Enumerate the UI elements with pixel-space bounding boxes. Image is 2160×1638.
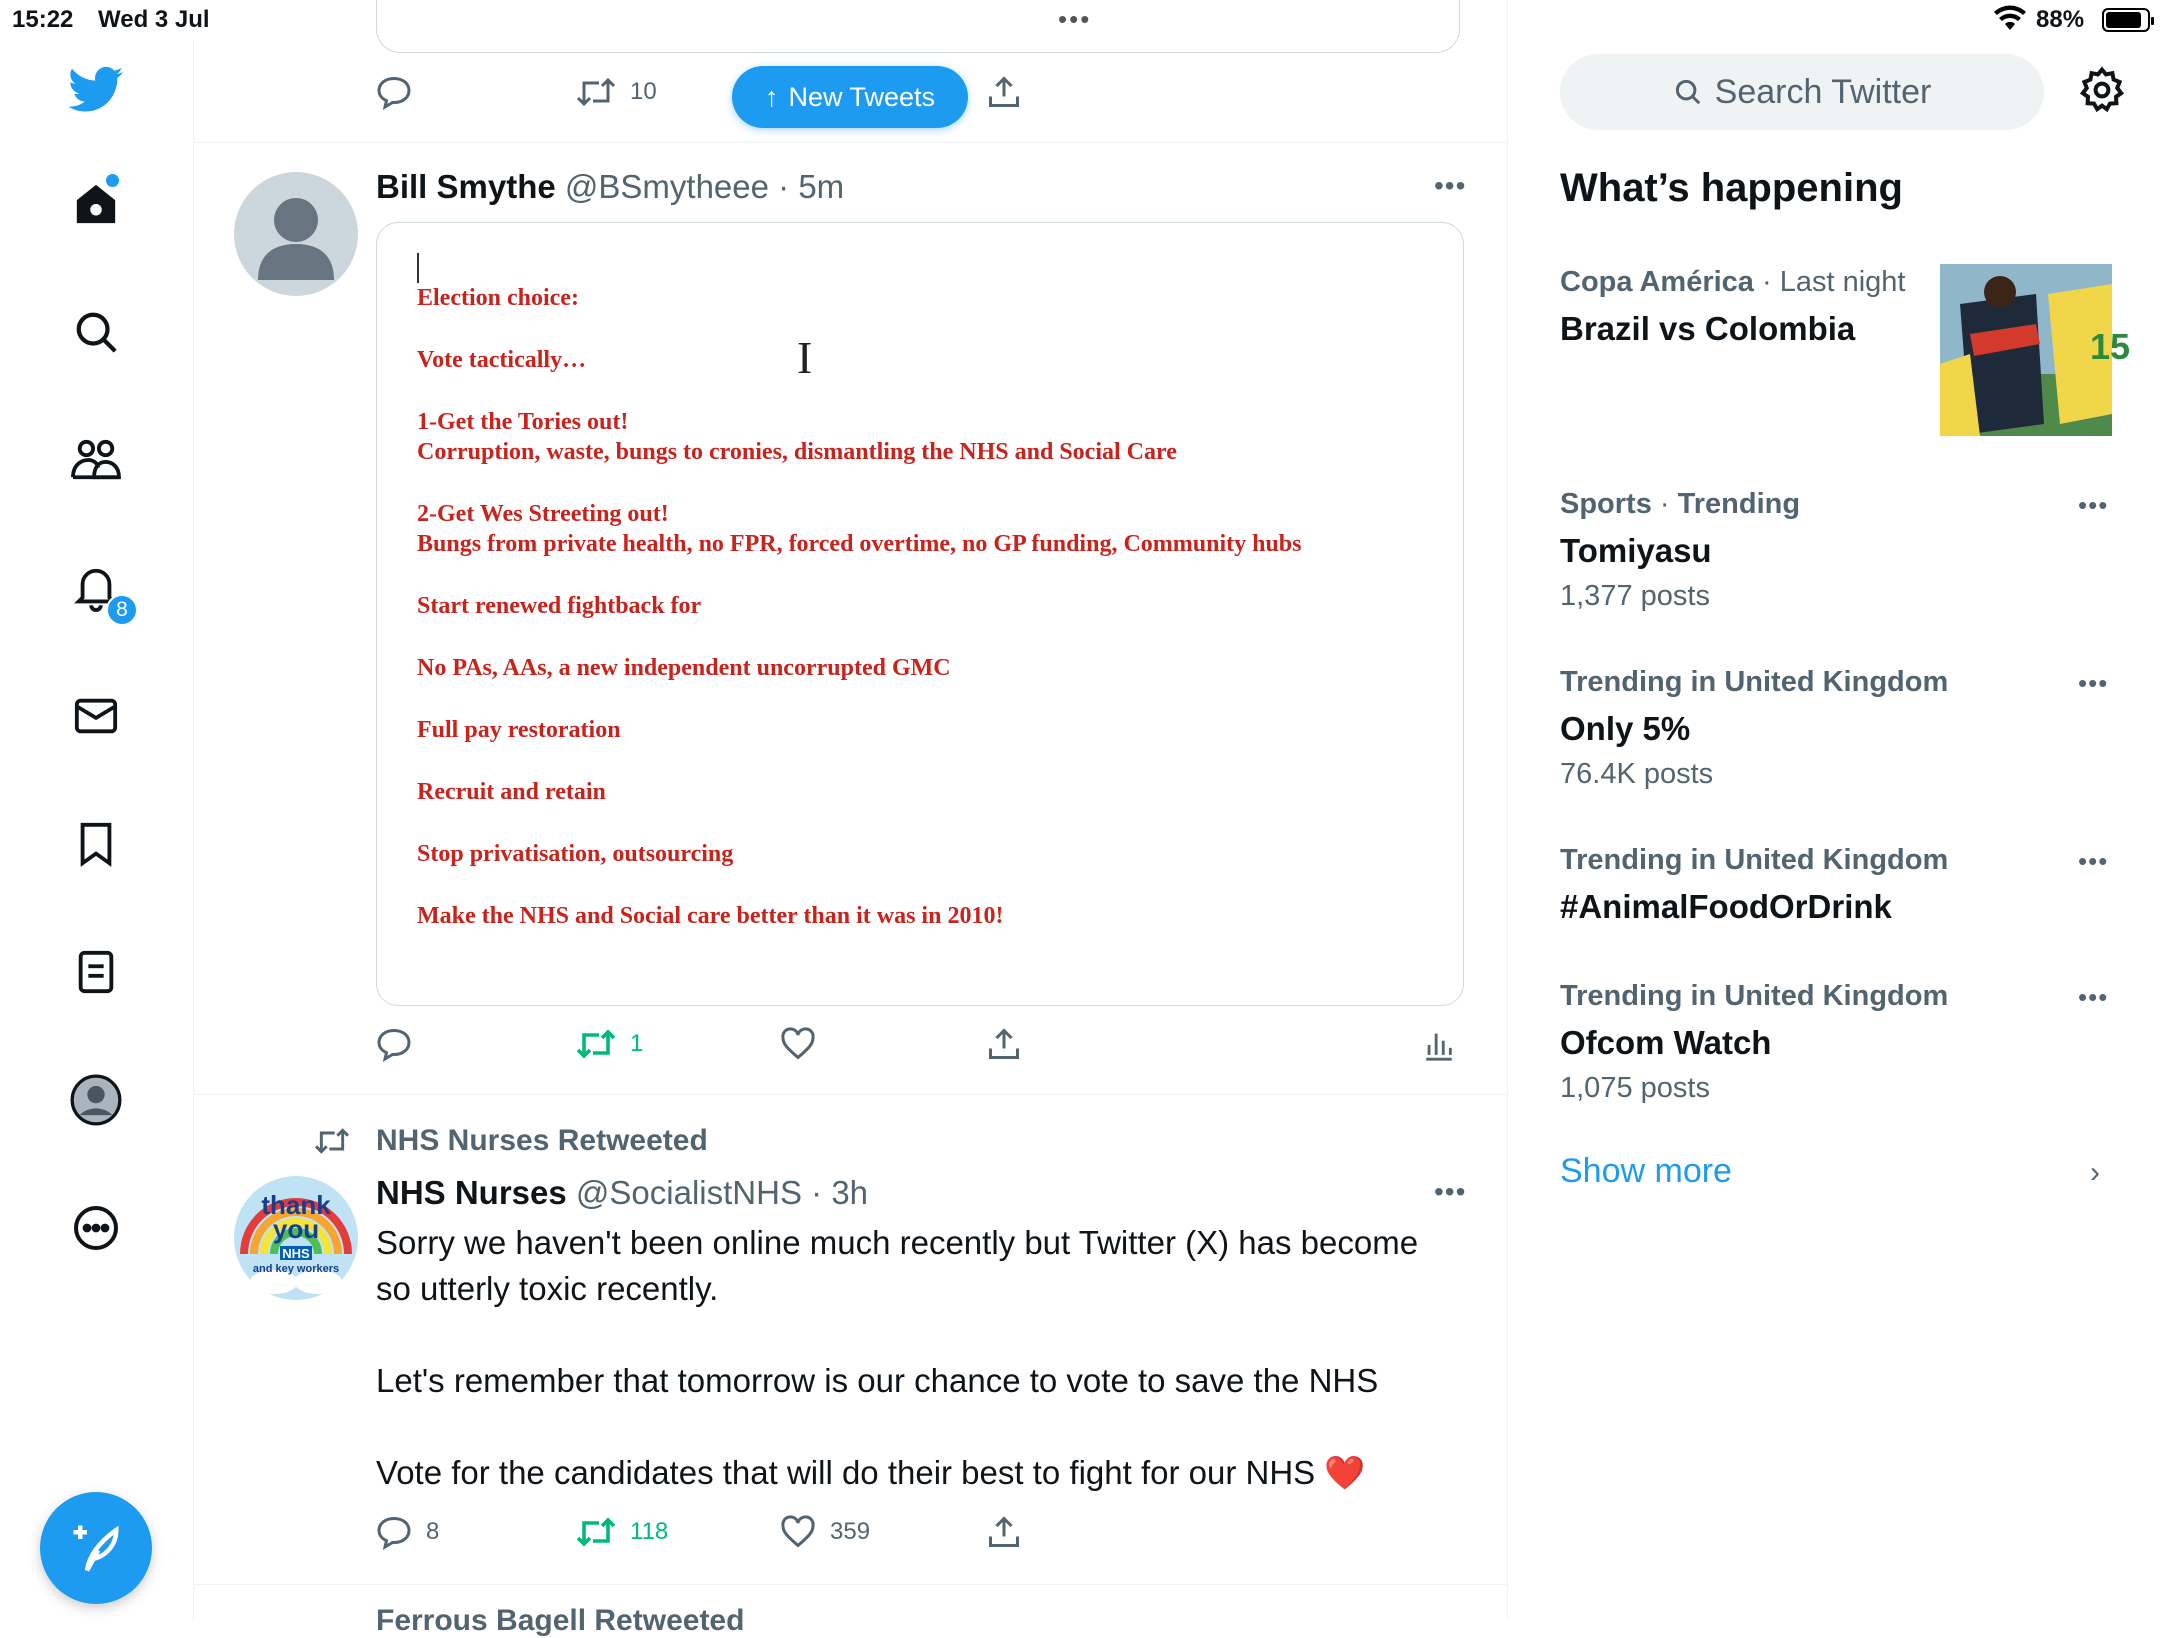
timeline	[194, 0, 1508, 1637]
bookmarks-icon[interactable]	[66, 814, 126, 874]
more-options-icon[interactable]: •••	[1434, 1176, 1467, 1207]
trend-count: 1,377 posts	[1560, 580, 1710, 612]
trend-meta: Copa América · Last night	[1560, 266, 1906, 298]
tweet-time[interactable]: 5m	[798, 168, 845, 205]
whats-happening-title: What’s happening	[1560, 166, 1903, 210]
retweeted-by-text: Ferrous Bagell Retweeted	[376, 1604, 745, 1637]
tweet-header: Bill Smythe @BSmytheee · 5m	[376, 168, 845, 205]
trend-category: Trending in United Kingdom	[1560, 980, 1949, 1012]
analytics-icon[interactable]	[1422, 1028, 1456, 1062]
trend-meta	[1560, 666, 1948, 699]
home-unread-dot	[106, 174, 119, 187]
messages-icon[interactable]	[66, 686, 126, 746]
image-text-line: Recruit and retain	[417, 779, 606, 805]
image-text-line: Full pay restoration	[417, 717, 621, 743]
trend-count: 76.4K posts	[1560, 758, 1714, 790]
share-button[interactable]	[986, 1514, 1022, 1550]
tweet-divider	[194, 1584, 1508, 1585]
compose-tweet-button[interactable]	[40, 1492, 152, 1604]
share-button[interactable]	[986, 1026, 1022, 1062]
arrow-up-icon: ↑	[764, 81, 779, 112]
image-text-line: Bungs from private health, no FPR, forced overtime, no GP funding, Community hubs	[417, 531, 1302, 557]
more-options-icon[interactable]: •••	[2078, 668, 2109, 698]
more-options-icon[interactable]: •••	[2078, 490, 2109, 520]
tweet-text-line: Vote for the candidates that will do their best to fight for our NHS ❤️	[376, 1454, 1366, 1491]
twitter-logo-icon[interactable]	[66, 60, 126, 120]
tweet-text-line: Sorry we haven't been online much recently but Twitter (X) has become	[376, 1224, 1419, 1261]
trend-meta-extra: Last night	[1779, 266, 1906, 298]
right-sidebar	[1508, 0, 2160, 1620]
tweet-text-line: so utterly toxic recently.	[376, 1270, 719, 1307]
image-text-line: Vote tactically…	[417, 347, 587, 373]
chevron-right-icon[interactable]: ›	[2090, 1156, 2100, 1189]
profile-icon[interactable]	[66, 1070, 126, 1130]
tweet-text-line: Let's remember that tomorrow is our chance to vote to save the NHS	[376, 1362, 1379, 1399]
image-text-line: Stop privatisation, outsourcing	[417, 841, 734, 867]
trend-category: Sports	[1560, 488, 1652, 520]
notifications-badge: 8	[106, 594, 138, 626]
trend-name[interactable]: Only 5%	[1560, 710, 1691, 747]
tweet-time[interactable]: 3h	[831, 1174, 869, 1211]
status-time: 15:22	[12, 6, 74, 33]
avatar-text: and key workers	[252, 1263, 340, 1275]
search-icon	[1673, 77, 1703, 107]
retweet-button[interactable]	[576, 1514, 668, 1550]
retweet-count: 1	[630, 1030, 644, 1057]
trend-thumbnail-image[interactable]	[1940, 264, 2131, 436]
svg-text:15: 15	[2090, 326, 2131, 367]
share-button[interactable]	[986, 74, 1022, 110]
tweet-divider	[194, 1094, 1508, 1095]
trend-name[interactable]: #AnimalFoodOrDrink	[1560, 888, 1892, 925]
image-text-line: 1-Get the Tories out!	[417, 409, 629, 435]
communities-icon[interactable]	[66, 430, 126, 490]
tweet-image[interactable]	[376, 222, 1464, 1006]
image-text-line: 2-Get Wes Streeting out!	[417, 501, 669, 527]
trend-meta	[1560, 844, 1948, 877]
author-handle[interactable]: @BSmytheee	[564, 168, 769, 205]
like-button[interactable]	[780, 1514, 870, 1550]
avatar[interactable]	[234, 1176, 358, 1300]
tweet-header: NHS Nurses @SocialistNHS · 3h	[376, 1174, 869, 1211]
show-more-link[interactable]: Show more	[1560, 1152, 1732, 1190]
trend-category: Copa América	[1560, 266, 1754, 298]
new-tweets-label: New Tweets	[788, 81, 936, 112]
retweet-count: 118	[630, 1518, 669, 1545]
previous-tweet-card[interactable]	[376, 0, 1460, 53]
author-name[interactable]: NHS Nurses	[376, 1174, 567, 1211]
search-placeholder: Search Twitter	[1714, 72, 1932, 111]
multitasking-dots-icon[interactable]: •••	[1058, 4, 1092, 34]
trend-meta-extra: Trending	[1677, 488, 1801, 520]
author-name[interactable]: Bill Smythe	[376, 168, 556, 205]
more-icon[interactable]	[66, 1198, 126, 1258]
like-button[interactable]	[780, 1026, 816, 1062]
search-input[interactable]	[1560, 54, 2044, 130]
trend-name[interactable]: Tomiyasu	[1560, 532, 1712, 569]
author-handle[interactable]: @SocialistNHS	[575, 1174, 802, 1211]
tweet-divider	[194, 142, 1508, 143]
more-options-icon[interactable]: •••	[2078, 846, 2109, 876]
avatar[interactable]	[234, 172, 358, 296]
reply-button[interactable]	[376, 1026, 412, 1062]
like-count: 359	[830, 1518, 871, 1545]
trend-name[interactable]: Ofcom Watch	[1560, 1024, 1772, 1061]
text-caret	[417, 253, 419, 283]
trend-meta: Sports · Trending	[1560, 488, 1801, 520]
reply-count: 8	[426, 1518, 440, 1545]
settings-gear-icon[interactable]	[2078, 66, 2126, 119]
avatar-text: thank	[261, 1190, 331, 1220]
retweet-icon	[314, 1125, 350, 1157]
image-text-line: Corruption, waste, bungs to cronies, dismantling the NHS and Social Care	[417, 439, 1177, 465]
image-text-line: Election choice:	[417, 285, 579, 311]
lists-icon[interactable]	[66, 942, 126, 1002]
trend-count: 1,075 posts	[1560, 1072, 1710, 1104]
battery-percent: 88%	[2036, 6, 2085, 33]
trend-meta	[1560, 980, 1948, 1013]
more-options-icon[interactable]: •••	[2078, 982, 2109, 1012]
trend-category: Trending in United Kingdom	[1560, 666, 1949, 698]
left-navigation	[0, 40, 194, 1620]
status-date: Wed 3 Jul	[98, 6, 210, 33]
trend-category: Trending in United Kingdom	[1560, 844, 1949, 876]
reply-button[interactable]	[376, 1514, 439, 1550]
image-text-line: No PAs, AAs, a new independent uncorrupted GMC	[417, 655, 951, 681]
image-text-line: Start renewed fightback for	[417, 593, 702, 619]
avatar-text: you	[272, 1214, 320, 1244]
trend-name[interactable]: Brazil vs Colombia	[1560, 310, 1856, 347]
retweet-button[interactable]	[576, 74, 657, 110]
avatar-text: NHS	[282, 1246, 310, 1261]
image-text-line: Make the NHS and Social care better than it was in 2010!	[417, 903, 1004, 929]
reply-button[interactable]	[376, 74, 412, 110]
retweeted-by-label[interactable]	[376, 1604, 744, 1638]
more-options-icon[interactable]: •••	[1434, 170, 1467, 201]
new-tweets-button[interactable]	[732, 66, 968, 128]
retweet-button[interactable]	[576, 1026, 643, 1062]
retweeted-by-text: NHS Nurses Retweeted	[376, 1124, 708, 1157]
ibeam-cursor-icon: I	[797, 332, 813, 383]
retweeted-by-label[interactable]	[376, 1124, 708, 1158]
retweet-count: 10	[630, 78, 657, 105]
search-icon[interactable]	[66, 302, 126, 362]
